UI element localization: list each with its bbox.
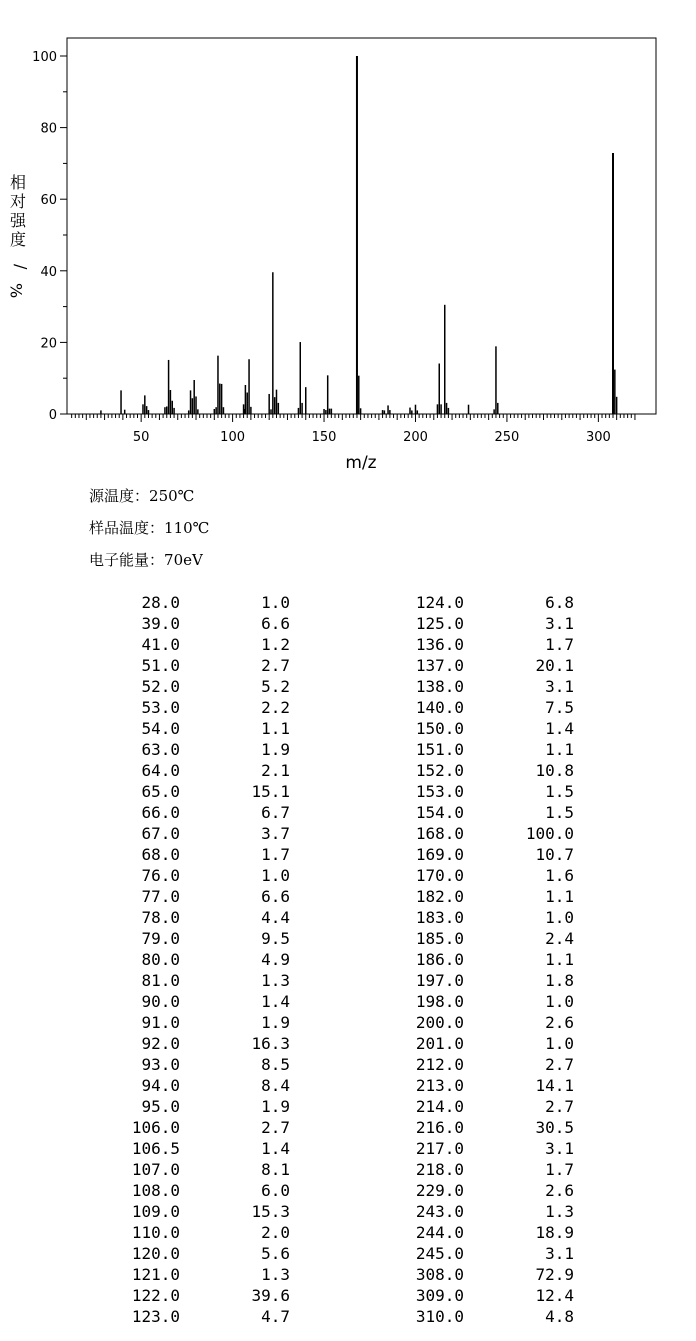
intensity-value: 6.7 xyxy=(261,803,290,822)
intensity-value: 4.8 xyxy=(545,1307,574,1326)
mz-value: 122.0 xyxy=(131,1286,180,1305)
mz-value: 182.0 xyxy=(415,887,464,906)
mz-value: 183.0 xyxy=(415,908,464,927)
intensity-value: 18.9 xyxy=(535,1223,574,1242)
sample-temperature: 样品温度：110℃ xyxy=(89,519,210,537)
x-tick-label: 150 xyxy=(311,430,337,445)
mz-value: 245.0 xyxy=(415,1244,464,1263)
intensity-value: 16.3 xyxy=(251,1034,290,1053)
source-temperature: 源温度：250℃ xyxy=(89,487,195,505)
mass-spectrum-chart xyxy=(0,0,696,480)
mz-value: 110.0 xyxy=(131,1223,180,1242)
y-tick-label: 80 xyxy=(40,121,57,137)
intensity-value: 39.6 xyxy=(251,1286,290,1305)
intensity-value: 1.6 xyxy=(545,866,574,885)
mz-value: 106.5 xyxy=(131,1139,180,1158)
mz-value: 213.0 xyxy=(415,1076,464,1095)
y-tick-label: 0 xyxy=(48,408,57,423)
mz-value: 93.0 xyxy=(141,1055,180,1074)
intensity-value: 2.7 xyxy=(261,656,290,675)
intensity-value: 8.4 xyxy=(261,1076,290,1095)
intensity-value: 6.6 xyxy=(261,887,290,906)
intensity-value: 3.1 xyxy=(545,614,574,633)
intensity-value: 4.4 xyxy=(261,908,290,927)
mz-value: 53.0 xyxy=(141,698,180,717)
mz-value: 136.0 xyxy=(415,635,464,654)
intensity-value: 2.6 xyxy=(545,1013,574,1032)
intensity-value: 1.0 xyxy=(545,908,574,927)
intensity-value: 5.2 xyxy=(261,677,290,696)
mz-value: 28.0 xyxy=(141,593,180,612)
mz-value: 151.0 xyxy=(415,740,464,759)
intensity-value: 5.6 xyxy=(261,1244,290,1263)
intensity-value: 14.1 xyxy=(535,1076,574,1095)
condition-label: 电子能量 xyxy=(89,551,150,569)
intensity-value: 6.8 xyxy=(545,593,574,612)
mz-value: 140.0 xyxy=(415,698,464,717)
intensity-value: 1.0 xyxy=(545,992,574,1011)
intensity-value: 2.1 xyxy=(261,761,290,780)
mz-value: 137.0 xyxy=(415,656,464,675)
mz-value: 95.0 xyxy=(141,1097,180,1116)
mz-value: 90.0 xyxy=(141,992,180,1011)
mz-value: 51.0 xyxy=(141,656,180,675)
mz-value: 218.0 xyxy=(415,1160,464,1179)
mz-value: 121.0 xyxy=(131,1265,180,1284)
intensity-value: 2.2 xyxy=(261,698,290,717)
mz-value: 54.0 xyxy=(141,719,180,738)
mz-value: 80.0 xyxy=(141,950,180,969)
y-tick-label: 20 xyxy=(40,336,57,352)
intensity-value: 20.1 xyxy=(535,656,574,675)
intensity-value: 9.5 xyxy=(261,929,290,948)
intensity-value: 1.7 xyxy=(261,845,290,864)
intensity-value: 1.0 xyxy=(545,1034,574,1053)
intensity-value: 3.1 xyxy=(545,1244,574,1263)
intensity-value: 1.3 xyxy=(545,1202,574,1221)
mz-value: 123.0 xyxy=(131,1307,180,1326)
mz-value: 217.0 xyxy=(415,1139,464,1158)
mz-value: 63.0 xyxy=(141,740,180,759)
intensity-value: 1.3 xyxy=(261,1265,290,1284)
condition-label: 样品温度 xyxy=(89,519,150,537)
intensity-value: 1.0 xyxy=(261,866,290,885)
y-axis-label: 相对强度/ % xyxy=(6,173,31,299)
mz-value: 229.0 xyxy=(415,1181,464,1200)
mz-value: 212.0 xyxy=(415,1055,464,1074)
intensity-value: 1.7 xyxy=(545,635,574,654)
intensity-value: 1.1 xyxy=(545,887,574,906)
mz-value: 310.0 xyxy=(415,1307,464,1326)
mz-value: 186.0 xyxy=(415,950,464,969)
intensity-value: 2.7 xyxy=(261,1118,290,1137)
x-tick-label: 250 xyxy=(494,430,520,445)
mz-value: 92.0 xyxy=(141,1034,180,1053)
mz-value: 67.0 xyxy=(141,824,180,843)
electron-energy: 电子能量：70eV xyxy=(89,551,203,569)
x-axis-label: m/z xyxy=(345,453,377,473)
mz-value: 76.0 xyxy=(141,866,180,885)
mz-value: 52.0 xyxy=(141,677,180,696)
intensity-value: 8.5 xyxy=(261,1055,290,1074)
intensity-value: 4.9 xyxy=(261,950,290,969)
mz-value: 68.0 xyxy=(141,845,180,864)
mz-value: 109.0 xyxy=(131,1202,180,1221)
mz-value: 64.0 xyxy=(141,761,180,780)
x-axis xyxy=(72,414,635,445)
intensity-value: 72.9 xyxy=(535,1265,574,1284)
mz-value: 154.0 xyxy=(415,803,464,822)
mz-value: 81.0 xyxy=(141,971,180,990)
mz-value: 198.0 xyxy=(415,992,464,1011)
intensity-value: 2.6 xyxy=(545,1181,574,1200)
mz-value: 106.0 xyxy=(131,1118,180,1137)
intensity-value: 1.9 xyxy=(261,1097,290,1116)
mz-value: 244.0 xyxy=(415,1223,464,1242)
mz-value: 185.0 xyxy=(415,929,464,948)
mz-value: 108.0 xyxy=(131,1181,180,1200)
mz-value: 309.0 xyxy=(415,1286,464,1305)
mz-value: 107.0 xyxy=(131,1160,180,1179)
intensity-value: 12.4 xyxy=(535,1286,574,1305)
mz-value: 120.0 xyxy=(131,1244,180,1263)
mz-value: 216.0 xyxy=(415,1118,464,1137)
mz-value: 153.0 xyxy=(415,782,464,801)
mz-value: 39.0 xyxy=(141,614,180,633)
y-tick-label: 60 xyxy=(40,193,57,209)
spectrum-peaks xyxy=(101,56,617,414)
intensity-value: 3.1 xyxy=(545,677,574,696)
mz-value: 201.0 xyxy=(415,1034,464,1053)
mz-value: 168.0 xyxy=(415,824,464,843)
intensity-value: 1.1 xyxy=(545,740,574,759)
x-tick-label: 50 xyxy=(132,430,150,445)
intensity-value: 30.5 xyxy=(535,1118,574,1137)
mz-value: 77.0 xyxy=(141,887,180,906)
mz-value: 308.0 xyxy=(415,1265,464,1284)
intensity-value: 15.1 xyxy=(251,782,290,801)
intensity-value: 1.0 xyxy=(261,593,290,612)
mz-value: 197.0 xyxy=(415,971,464,990)
condition-label: 源温度 xyxy=(89,487,135,505)
intensity-value: 1.5 xyxy=(545,803,574,822)
mz-value: 78.0 xyxy=(141,908,180,927)
condition-value: 250℃ xyxy=(149,487,195,505)
intensity-value: 2.4 xyxy=(545,929,574,948)
mz-value: 170.0 xyxy=(415,866,464,885)
plot-frame xyxy=(67,38,656,414)
mz-value: 152.0 xyxy=(415,761,464,780)
mz-value: 243.0 xyxy=(415,1202,464,1221)
mz-value: 125.0 xyxy=(415,614,464,633)
y-tick-label: 100 xyxy=(32,50,57,65)
mz-value: 79.0 xyxy=(141,929,180,948)
intensity-value: 1.9 xyxy=(261,740,290,759)
mz-value: 91.0 xyxy=(141,1013,180,1032)
condition-value: 110℃ xyxy=(164,519,210,537)
intensity-value: 1.1 xyxy=(545,950,574,969)
intensity-value: 2.7 xyxy=(545,1055,574,1074)
intensity-value: 4.7 xyxy=(261,1307,290,1326)
intensity-value: 1.8 xyxy=(545,971,574,990)
intensity-value: 1.4 xyxy=(261,992,290,1011)
intensity-value: 1.3 xyxy=(261,971,290,990)
mz-value: 41.0 xyxy=(141,635,180,654)
intensity-value: 6.6 xyxy=(261,614,290,633)
intensity-value: 8.1 xyxy=(261,1160,290,1179)
acquisition-conditions xyxy=(89,484,209,580)
mz-value: 169.0 xyxy=(415,845,464,864)
intensity-value: 1.4 xyxy=(261,1139,290,1158)
y-tick-label: 40 xyxy=(40,264,57,280)
x-tick-label: 200 xyxy=(403,430,428,445)
mz-value: 65.0 xyxy=(141,782,180,801)
mz-value: 94.0 xyxy=(141,1076,180,1095)
intensity-value: 1.1 xyxy=(261,719,290,738)
y-axis xyxy=(32,50,67,423)
x-tick-label: 100 xyxy=(220,430,246,445)
intensity-value: 10.7 xyxy=(535,845,574,864)
mz-value: 138.0 xyxy=(415,677,464,696)
mz-value: 124.0 xyxy=(415,593,464,612)
mz-value: 150.0 xyxy=(415,719,464,738)
intensity-value: 3.1 xyxy=(545,1139,574,1158)
intensity-value: 15.3 xyxy=(251,1202,290,1221)
condition-value: 70eV xyxy=(164,551,203,569)
intensity-value: 7.5 xyxy=(545,698,574,717)
x-tick-label: 300 xyxy=(585,430,611,445)
intensity-value: 1.9 xyxy=(261,1013,290,1032)
intensity-value: 2.0 xyxy=(261,1223,290,1242)
mz-value: 200.0 xyxy=(415,1013,464,1032)
intensity-value: 10.8 xyxy=(535,761,574,780)
intensity-value: 3.7 xyxy=(261,824,290,843)
intensity-value: 6.0 xyxy=(261,1181,290,1200)
intensity-value: 1.5 xyxy=(545,782,574,801)
mz-value: 66.0 xyxy=(141,803,180,822)
intensity-value: 100.0 xyxy=(525,824,574,843)
mz-value: 214.0 xyxy=(415,1097,464,1116)
intensity-value: 1.7 xyxy=(545,1160,574,1179)
intensity-value: 2.7 xyxy=(545,1097,574,1116)
intensity-value: 1.4 xyxy=(545,719,574,738)
intensity-value: 1.2 xyxy=(261,635,290,654)
